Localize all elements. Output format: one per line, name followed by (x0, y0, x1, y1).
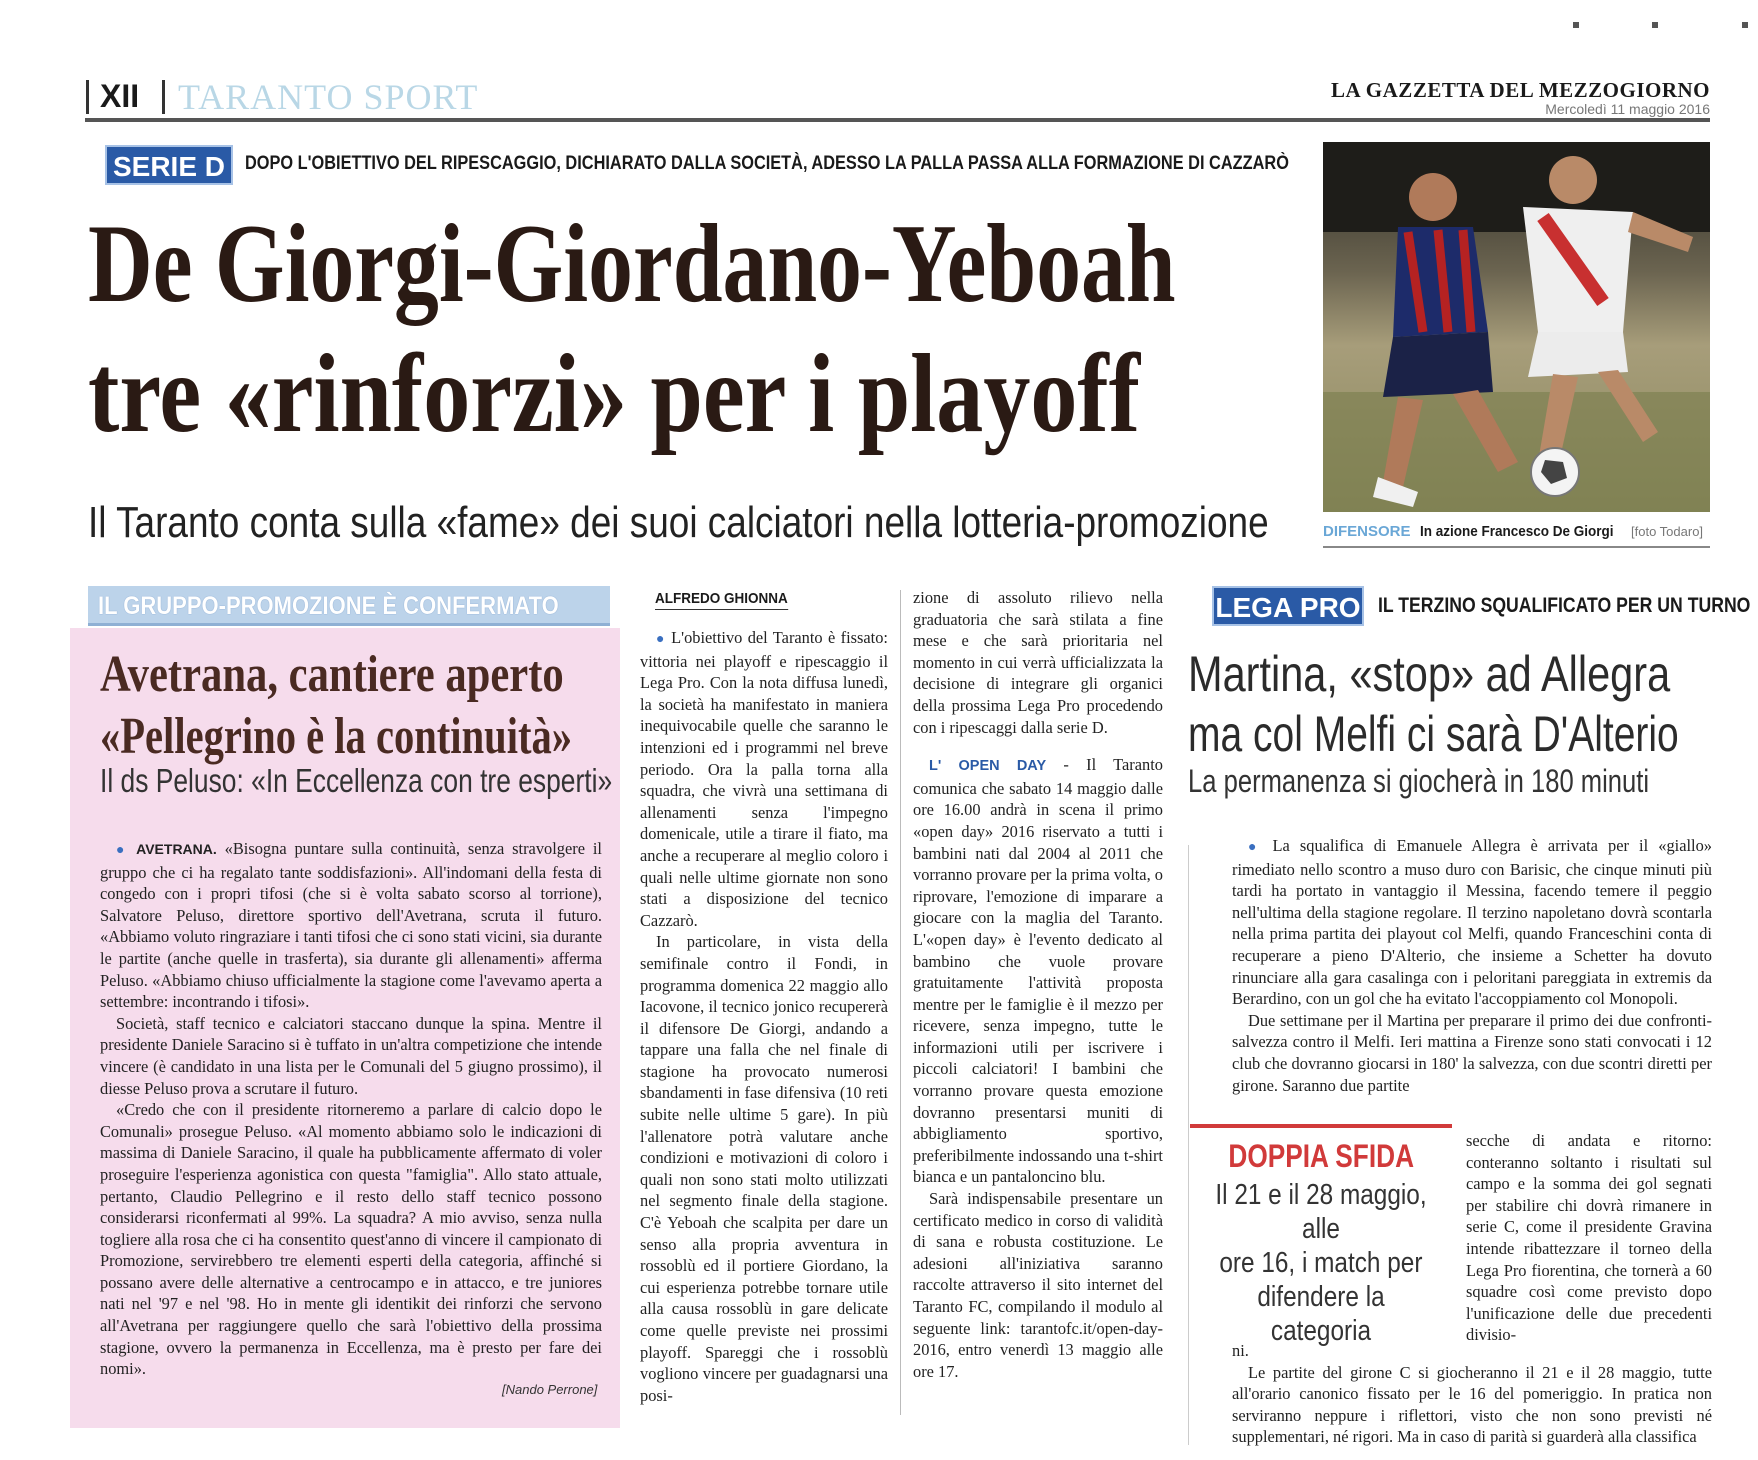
right-story-title-2: ma col Melfi ci sarà D'Alterio (1188, 706, 1679, 762)
main-story-column-2 (913, 587, 1163, 1382)
newspaper-name: LA GAZZETTA DEL MEZZOGIORNO (1331, 78, 1710, 102)
page-number: XII (100, 78, 140, 114)
left-story-label-text: IL GRUPPO-PROMOZIONE È CONFERMATO (98, 592, 559, 620)
main-subhead: Il Taranto conta sulla «fame» dei suoi calciatori nella lotteria-promozione (88, 498, 1269, 547)
dateline: AVETRANA. (136, 841, 217, 857)
paragraph: zione di assoluto rilievo nella graduatoria che sarà stilata a fine mese e che sarà prioritaria nel momento in cui verrà ufficializzata la decisione di integrare gli organici della prossima Lega Pro procedendo con i ripescaggi dalla serie D. (913, 588, 1163, 737)
left-story-title-2: «Pellegrino è la continuità» (100, 708, 573, 765)
box-red-rule (1190, 1124, 1452, 1128)
paragraph: Le partite del girone C si giocheranno il 21 e il 28 maggio, tutte all'orario canonico fissato per le 16 del pomeriggio. In pratica non serviranno neppure i riflettori, visto che non sono previsti né supplementari, né rigori. Ma in caso di parità si guarderà alla classifica (1232, 1362, 1712, 1447)
box-line: Il 21 e il 28 maggio, alle (1215, 1179, 1427, 1245)
main-headline-line-1: De Giorgi-Giordano-Yeboah (88, 202, 1176, 326)
left-story-subtitle: Il ds Peluso: «In Eccellenza con tre esperti» (100, 762, 613, 799)
byline: ALFREDO GHIONNA (655, 590, 788, 610)
right-story-body-side (1466, 1130, 1712, 1346)
paragraph: In particolare, in vista della semifinale contro il Fondi, in programma domenica 22 maggio allo Iacovone, il tecnico jonico recupererà il difensore De Giorgi, andando a tappare una falla che nel finale di stagione ha provocato numerosi sbandamenti in fase difensiva (10 reti subite nelle ultime 5 gare). In più l'allenatore potrà valutare anche condizioni e motivazioni di coloro i quali non sono stati molto utilizzati nel segmento finale della stagione. C'è Yeboah che scalpita per dare un senso alla propria avventura in rossoblù ed il portiere Giordano, la cui esperienza potrebbe tornare utile alla causa rossoblù in gare delicate come quelle previste nei prossimi playoff. Spareggi che i rossoblù vogliono vincere per guadagnarsi una posi- (640, 932, 888, 1405)
paragraph: Due settimane per il Martina per preparare il primo dei due confronti-salvezza contro il Melfi. Ieri mattina a Firenze sono stati convocati i 12 club che dovranno giocarsi in 180' la salvezza, con due scontri diretti per girone. Saranno due partite (1232, 1010, 1712, 1095)
right-story-body (1232, 835, 1712, 1096)
column-separator (900, 590, 901, 1415)
bullet-icon: ● (656, 632, 666, 647)
lega-pro-badge: LEGA PRO (1212, 586, 1364, 626)
corner-mark (1573, 22, 1579, 28)
football-photo (1323, 142, 1710, 512)
doppia-sfida-title-text: DOPPIA SFIDA (1228, 1138, 1414, 1174)
header-divider (86, 80, 89, 114)
header-rule (85, 118, 1710, 122)
main-kicker: DOPO L'OBIETTIVO DEL RIPESCAGGIO, DICHIARATO DALLA SOCIETÀ, ADESSO LA PALLA PASSA ALLA FORMAZIONE DI CAZZARÒ (245, 153, 1289, 174)
paragraph: Società, staff tecnico e calciatori staccano dunque la spina. Mentre il presidente Daniele Saracino si è tuffato in un'altra competizione che intende vincere (è candidato in una lista per le Comunali del 5 giugno prossimo), il diesse Peluso prova a scrutare il futuro. (100, 1013, 602, 1098)
caption-rule (1323, 546, 1710, 548)
header-divider (162, 80, 165, 114)
paragraph: - Il Taranto comunica che sabato 14 maggio dalle ore 16.00 andrà in scena il primo «open day» 2016 riservato a tutti i bambini nati dal 2004 al 2011 che vorranno provare per la prima volta, o riprovare, l'emozione di imparare a giocare con la maglia del Taranto. L'«open day» è l'evento dedicato al bambino che vuole provare gratuitamente l'attività proposta mentre per le famiglie è il mezzo per ricevere, senza impegno, tutte le informazioni utili per iscrivere i piccoli calciatori! I bambini che vorranno provare questa emozione dovranno presentarsi muniti di abbigliamento sportivo, preferibilmente indossando una t-shirt bianca e un pantaloncino blu. (913, 755, 1163, 1187)
left-story-body (100, 838, 602, 1380)
paragraph: ni. (1232, 1341, 1249, 1360)
left-story-label (88, 586, 610, 626)
corner-mark (1652, 22, 1658, 28)
box-line: difendere la categoria (1257, 1281, 1385, 1347)
photo-caption: In azione Francesco De Giorgi (1420, 523, 1614, 540)
right-story-body-bottom (1232, 1340, 1712, 1448)
paragraph: Sarà indispensabile presentare un certificato medico in corso di validità di sana e robusta costituzione. Le adesioni all'iniziativa saranno raccolte attraverso il sito internet del Taranto FC, compilando il modulo al seguente link: tarantofc.it/open-day-2016, entro venerdì 13 maggio alle ore 17. (913, 1189, 1163, 1381)
box-line: ore 16, i match per (1219, 1247, 1423, 1279)
doppia-sfida-text (1190, 1178, 1452, 1348)
right-story-title-1: Martina, «stop» ad Allegra (1188, 646, 1671, 702)
paragraph: «Bisogna puntare sulla continuità, senza stravolgere il gruppo che ci ha regalato tante soddisfazioni». All'indomani della festa di congedo con i propri tifosi (che si è volta sabato scorso al torrione), Salvatore Peluso, direttore sportivo dell'Avetrana, scruta il futuro. «Abbiamo voluto ringraziare i tanti tifosi che ci sono stati vicini, sia durante le partite (anche quelle in trasferta), sia durante gli allenamenti» afferma Peluso. «Abbiamo chiuso ufficialmente la stagione come l'avevamo aperta a settembre: incontrando i tifosi». (100, 839, 602, 1012)
paragraph: La squalifica di Emanuele Allegra è arrivata per il «giallo» rimediato nello scontro a muso duro con Barisic, che cinque minuti più tardi ha portato in vantaggio il Messina, facendo temere il peggio nell'ultima della stagione regolare. Il terzino napoletano dovrà scontarla nella prima partita dei playout col Melfi, quando Franceschini conta di recuperare a pieno D'Alterio, che insieme a Schetter ha dovuto rinunciare alla gara casalinga con i peloritani pareggiata in extremis da Berardino, con un gol che ha evitato l'accoppiamento col Monopoli. (1232, 836, 1712, 1009)
section-name: TARANTO SPORT (178, 77, 479, 117)
author-signature: [Nando Perrone] (502, 1382, 598, 1397)
issue-date: Mercoledì 11 maggio 2016 (1545, 101, 1710, 117)
paragraph: «Credo che con il presidente ritorneremo a parlare di calcio dopo le Comunali» prosegue Peluso. «Al momento abbiamo solo le indicazioni di massima di Daniele Saracino, il quale ha pubblicamente affermato di voler proseguire l'esperienza agonistica con questa "famiglia". Allo stato attuale, pertanto, Claudio Pellegrino e il resto dello staff tecnico possono considerarsi riconfermati al 99%. La squadra? A mio avviso, senza nulla togliere alla rosa che ci ha consentito quest'anno di vincere il campionato di Promozione, servirebbero tre elementi esperti della categoria, affinché si possano avere delle alternative a centrocampo e in attacco, e tre juniores nati nel '97 e nel '98. Ho in mente gli identikit dei rinforzi che servono all'Avetrana per raggiungere quello che sarà l'obiettivo della prossima stagione, ovvero la permanenza in Eccellenza, ma è presto per fare dei nomi». (100, 1100, 602, 1379)
bullet-icon: ● (116, 843, 129, 858)
photo-credit: [foto Todaro] (1631, 524, 1704, 539)
serie-d-badge: SERIE D (105, 145, 233, 185)
main-headline-line-2: tre «rinforzi» per i playoff (88, 332, 1141, 456)
main-story-column-1 (640, 627, 888, 1406)
bullet-icon: ● (1248, 840, 1263, 855)
corner-mark (1742, 22, 1748, 28)
right-story-subtitle: La permanenza si giocherà in 180 minuti (1188, 763, 1650, 799)
paragraph: secche di andata e ritorno: conteranno soltanto i risultati sul campo e la somma dei gol segnati per stabilire chi dovrà rimanere in serie C, come il presidente Gravina intende ribattezzare il torneo della Lega Pro fiorentina, che tornerà a 60 squadre così come previsto dopo l'unificazione delle due precedenti divisio- (1466, 1131, 1712, 1345)
photo-caption-tag: DIFENSORE (1323, 523, 1411, 540)
right-story-kicker: IL TERZINO SQUALIFICATO PER UN TURNO (1378, 594, 1751, 617)
football-action-image (1323, 142, 1710, 512)
left-story-title-1: Avetrana, cantiere aperto (100, 646, 564, 703)
paragraph: L'obiettivo del Taranto è fissato: vittoria nei playoff e ripescaggio il Lega Pro. Con la nota diffusa lunedì, la società ha manifestato in maniera inequivocabile quelle che saranno le intenzioni ed i programmi nel breve periodo. Ora la palla torna alla squadra, che vivrà una settimana di allenamenti senza l'impegno domenicale, utile a tirare il fiato, ma anche a recuperare al meglio coloro i quali nelle ultime giornate non sono stati a disposizione del tecnico Cazzarò. (640, 628, 888, 930)
open-day-label: L' OPEN DAY (929, 758, 1047, 775)
doppia-sfida-title (1190, 1138, 1452, 1175)
column-separator (1188, 845, 1189, 1445)
